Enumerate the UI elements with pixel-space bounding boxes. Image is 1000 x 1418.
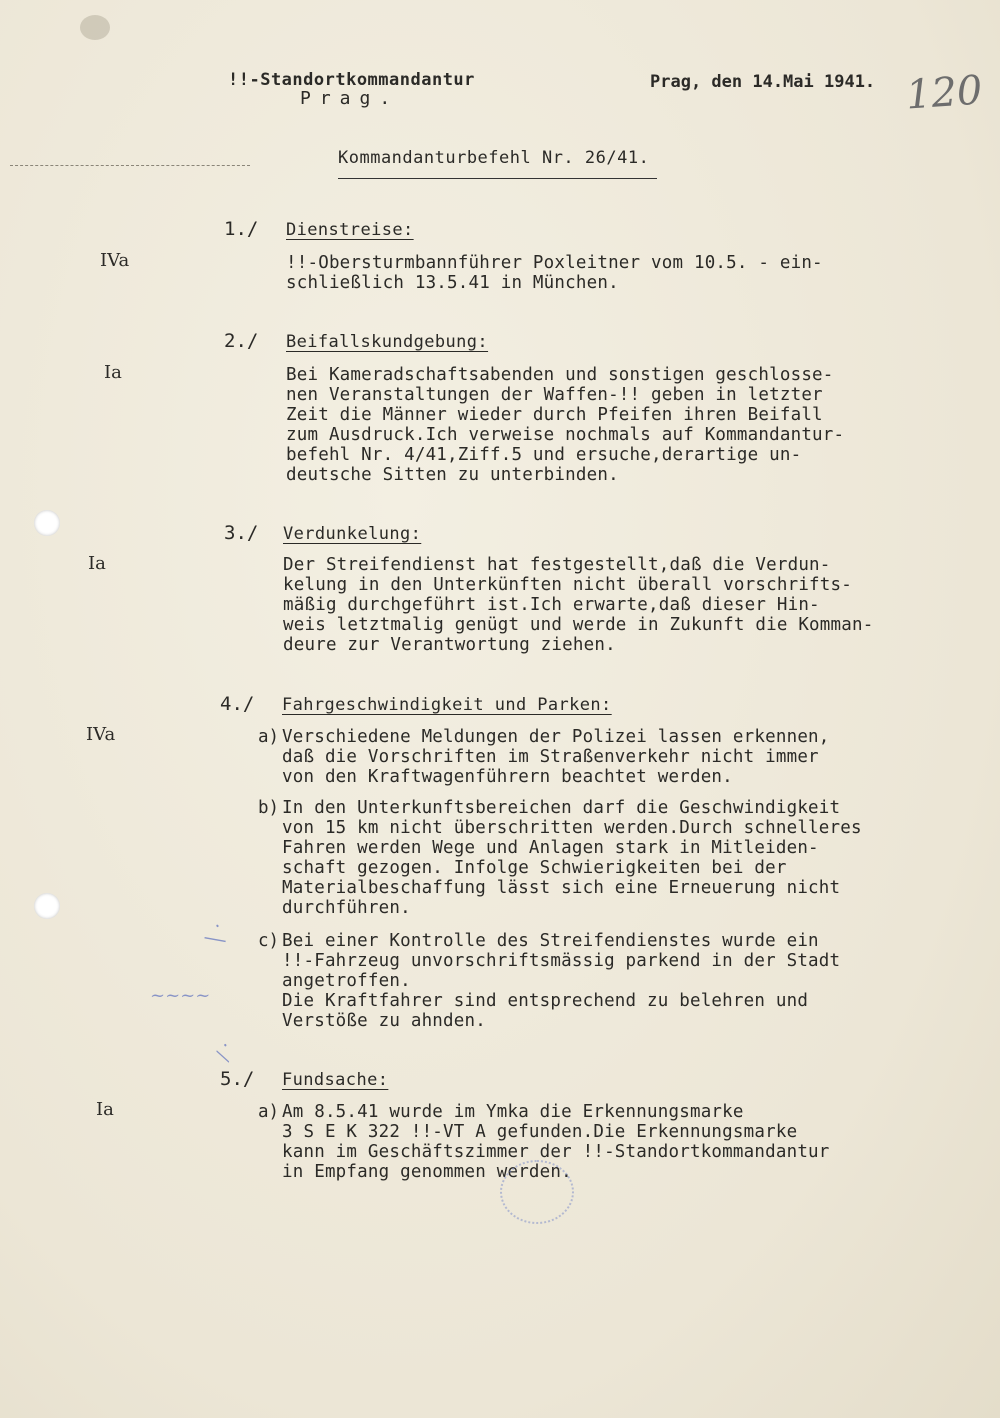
section-4-sub-b-line-6: durchführen. [282, 898, 411, 918]
section-4-sub-c-line-5: Verstöße zu ahnden. [282, 1011, 486, 1031]
section-2-heading: Beifallskundgebung: [286, 332, 489, 352]
issuing-city: Prag. [300, 88, 400, 109]
section-4-sub-b-line-3: Fahren werden Wege und Anlagen stark in Mitleiden- [282, 838, 819, 858]
folio-number: 120 [904, 67, 984, 119]
section-5-sub-a-line-2: 3 S E K 322 !!-VT A gefunden.Die Erkennungsmarke [282, 1122, 798, 1142]
section-2-number: 2./ [224, 330, 259, 352]
section-4-sub-b-line-1: In den Unterkunftsbereichen darf die Geschwindigkeit [282, 798, 841, 818]
section-2-line-6: deutsche Sitten zu unterbinden. [286, 465, 619, 485]
section-2-line-5: befehl Nr. 4/41,Ziff.5 und ersuche,derartige un- [286, 445, 802, 465]
section-4-sub-b-line-2: von 15 km nicht überschritten werden.Durch schnelleres [282, 818, 862, 838]
section-4-sub-c-label: c) [258, 931, 280, 951]
section-4-sub-a-line-1: Verschiedene Meldungen der Polizei lassen erkennen, [282, 727, 830, 747]
section-5-sub-a-line-1: Am 8.5.41 wurde im Ymka die Erkennungsmarke [282, 1102, 744, 1122]
section-1-department: IVa [100, 250, 130, 271]
section-1-number: 1./ [224, 218, 259, 240]
section-3-department: Ia [88, 553, 106, 574]
section-4-sub-a-label: a) [258, 727, 280, 747]
handwritten-ink-scribble: ~~~~ [150, 985, 211, 1006]
section-1-line-1: !!-Obersturmbannführer Poxleitner vom 10.5. - ein- [286, 253, 823, 273]
section-3-line-2: kelung in den Unterkünften nicht überall vorschrifts- [283, 575, 853, 595]
section-3-heading: Verdunkelung: [283, 524, 422, 544]
section-5-sub-a-label: a) [258, 1102, 280, 1122]
section-3-line-4: weis letztmalig genügt und werde in Zukunft die Komman- [283, 615, 874, 635]
section-1-line-2: schließlich 13.5.41 in München. [286, 273, 619, 293]
section-1-heading: Dienstreise: [286, 220, 414, 240]
document-title: Kommandanturbefehl Nr. 26/41. [338, 148, 657, 179]
section-3-line-5: deure zur Verantwortung ziehen. [283, 635, 616, 655]
section-4-heading: Fahrgeschwindigkeit und Parken: [282, 695, 612, 715]
section-5-department: Ia [96, 1099, 114, 1120]
section-4-sub-b-line-4: schaft gezogen. Infolge Schwierigkeiten bei der [282, 858, 787, 878]
faded-stamp [500, 1160, 574, 1224]
punch-hole-upper [34, 510, 60, 536]
issuing-unit: !!-Standortkommandantur [228, 70, 475, 90]
paper-stain [80, 15, 110, 40]
handwritten-ink-signature: / · [212, 1039, 237, 1063]
section-4-sub-a-line-3: von den Kraftwagenführern beachtet werden. [282, 767, 733, 787]
handwritten-ink-mark: │ · [204, 921, 230, 947]
section-4-sub-c-line-4: Die Kraftfahrer sind entsprechend zu belehren und [282, 991, 809, 1011]
section-2-department: Ia [104, 362, 122, 383]
section-4-sub-a-line-2: daß die Vorschriften im Straßenverkehr nicht immer [282, 747, 819, 767]
section-4-sub-c-line-3: angetroffen. [282, 971, 411, 991]
document-date: Prag, den 14.Mai 1941. [650, 72, 876, 92]
section-5-sub-a-line-3: kann im Geschäftszimmer der !!-Standortkommandantur [282, 1142, 830, 1162]
section-3-line-3: mäßig durchgeführt ist.Ich erwarte,daß dieser Hin- [283, 595, 820, 615]
section-2-line-3: Zeit die Männer wieder durch Pfeifen ihren Beifall [286, 405, 823, 425]
section-4-sub-b-label: b) [258, 798, 280, 818]
section-2-line-4: zum Ausdruck.Ich verweise nochmals auf Kommandantur- [286, 425, 845, 445]
section-4-sub-c-line-2: !!-Fahrzeug unvorschriftsmässig parkend in der Stadt [282, 951, 841, 971]
punch-hole-lower [34, 893, 60, 919]
section-2-line-1: Bei Kameradschaftsabenden und sonstigen geschlosse- [286, 365, 834, 385]
section-2-line-2: nen Veranstaltungen der Waffen-!! geben in letzter [286, 385, 823, 405]
top-dashed-rule [10, 165, 250, 166]
section-3-number: 3./ [224, 522, 259, 544]
section-5-sub-a-line-4: in Empfang genommen werden. [282, 1162, 572, 1182]
section-4-sub-c-line-1: Bei einer Kontrolle des Streifendienstes wurde ein [282, 931, 819, 951]
section-5-heading: Fundsache: [282, 1070, 389, 1090]
section-4-sub-b-line-5: Materialbeschaffung lässt sich eine Erneuerung nicht [282, 878, 841, 898]
section-4-number: 4./ [220, 693, 255, 715]
section-3-line-1: Der Streifendienst hat festgestellt,daß die Verdun- [283, 555, 831, 575]
section-5-number: 5./ [220, 1068, 255, 1090]
section-4-department: IVa [86, 724, 116, 745]
